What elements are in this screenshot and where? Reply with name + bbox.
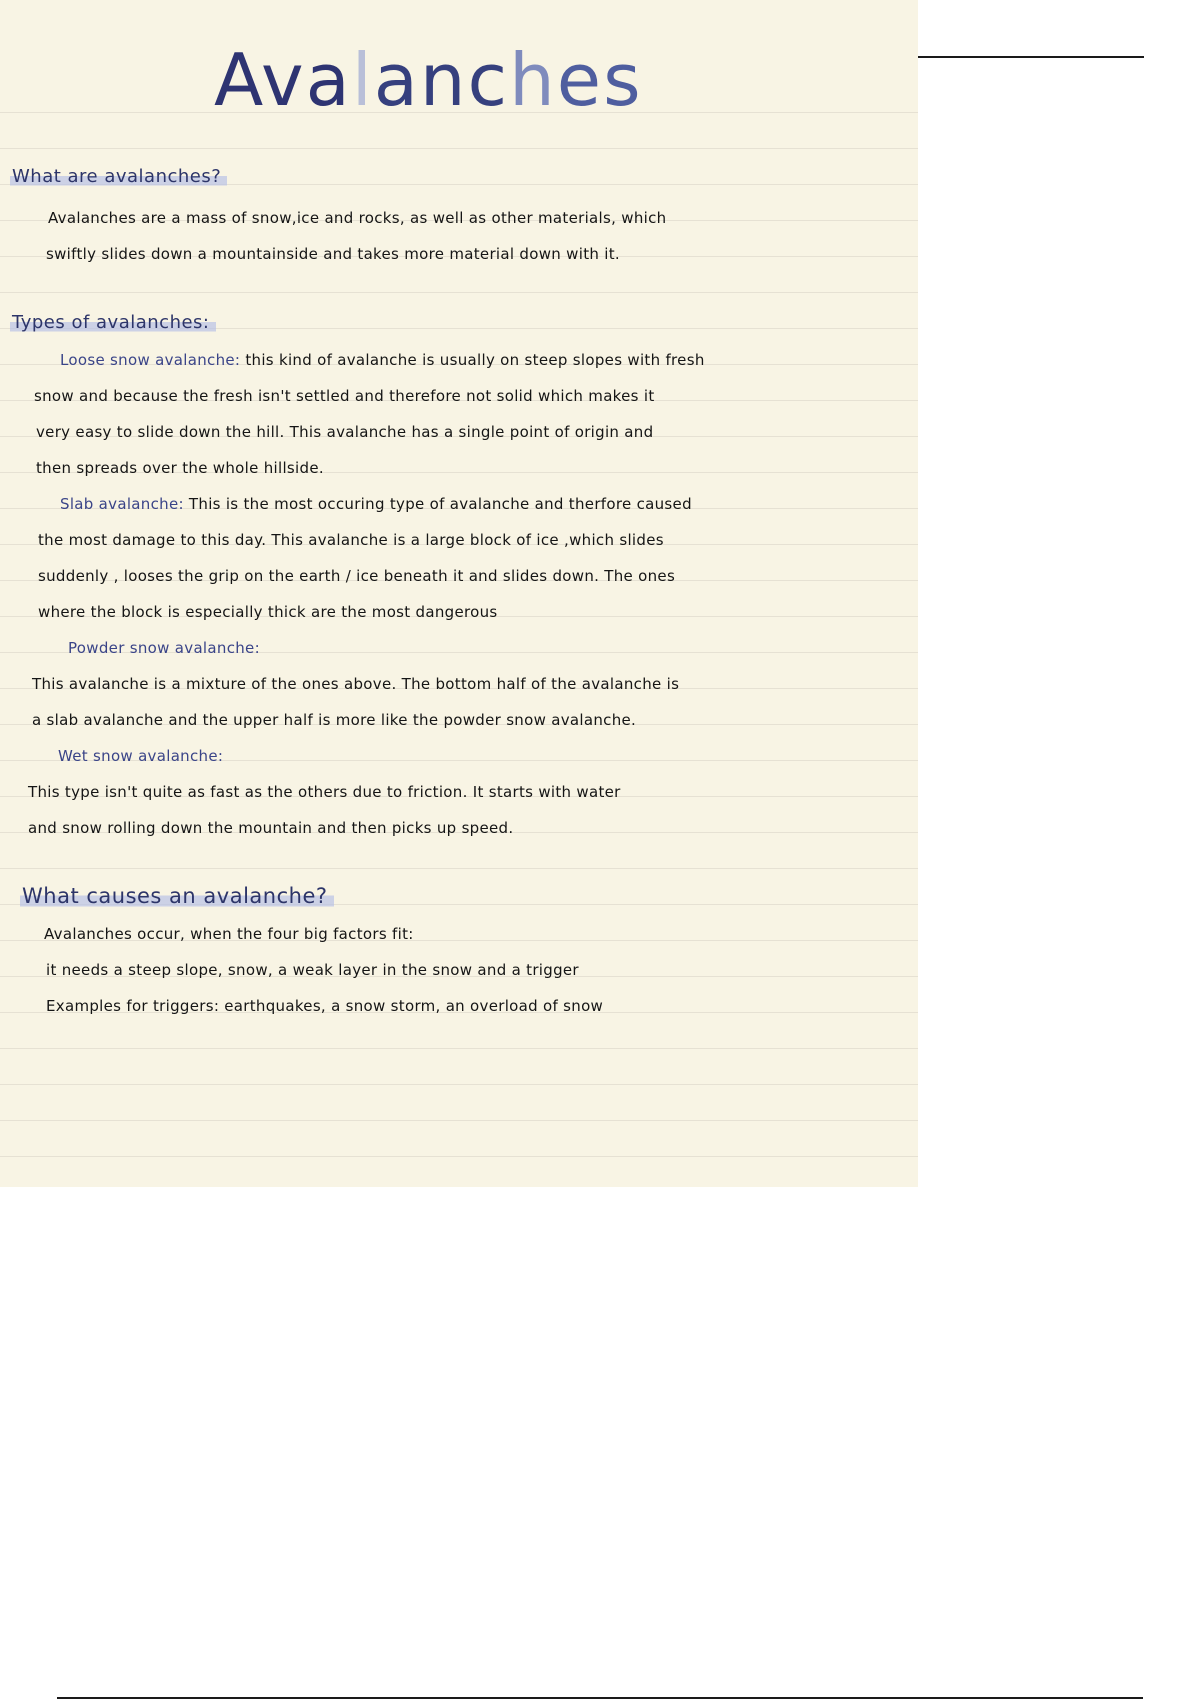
section-heading-causes: What causes an avalanche? xyxy=(20,884,334,908)
body-line: snow and because the fresh isn't settled and therefore not solid which makes it xyxy=(34,387,655,405)
divider-line xyxy=(918,56,1144,58)
section-heading-types: Types of avalanches: xyxy=(10,312,216,333)
title-part: anc xyxy=(373,38,510,122)
body-line: where the block is especially thick are the most dangerous xyxy=(38,603,498,621)
ruled-line xyxy=(0,1084,918,1085)
ruled-line xyxy=(0,1156,918,1157)
body-line: a slab avalanche and the upper half is more like the powder snow avalanche. xyxy=(32,711,637,729)
paragraph-slab xyxy=(60,494,692,514)
body-line: This avalanche is a mixture of the ones above. The bottom half of the avalanche is xyxy=(32,675,680,693)
subheading-wet-snow-avalanche: Wet snow avalanche: xyxy=(58,747,224,765)
body-line: the most damage to this day. This avalanche is a large block of ice ,which slides xyxy=(38,531,664,549)
body-line: Avalanches occur, when the four big factors fit: xyxy=(44,925,414,943)
ruled-line xyxy=(0,292,918,293)
page-title xyxy=(214,38,643,122)
section-heading-what-are: What are avalanches? xyxy=(10,166,227,187)
body-line: and snow rolling down the mountain and then picks up speed. xyxy=(28,819,514,837)
subheading-slab-avalanche: Slab avalanche: xyxy=(60,495,184,513)
body-line: This type isn't quite as fast as the others due to friction. It starts with water xyxy=(28,783,621,801)
body-line: swiftly slides down a mountainside and takes more material down with it. xyxy=(46,245,620,263)
title-part: h xyxy=(509,38,557,122)
body-text: this kind of avalanche is usually on steep slopes with fresh xyxy=(245,351,705,369)
title-part: Ava xyxy=(214,38,352,122)
body-text: This is the most occuring type of avalanche and therfore caused xyxy=(188,495,692,513)
ruled-line xyxy=(0,1048,918,1049)
paragraph-loose-snow xyxy=(60,350,705,370)
ruled-line xyxy=(0,148,918,149)
title-part: l xyxy=(351,38,374,122)
divider-line xyxy=(57,1697,1143,1699)
body-line: then spreads over the whole hillside. xyxy=(36,459,324,477)
ruled-line xyxy=(0,868,918,869)
title-part: es xyxy=(556,38,643,122)
subheading-powder-snow-avalanche: Powder snow avalanche: xyxy=(68,639,260,657)
body-line: suddenly , looses the grip on the earth / ice beneath it and slides down. The ones xyxy=(38,567,676,585)
body-line: it needs a steep slope, snow, a weak layer in the snow and a trigger xyxy=(46,961,579,979)
body-line: very easy to slide down the hill. This avalanche has a single point of origin and xyxy=(36,423,654,441)
body-line: Avalanches are a mass of snow,ice and rocks, as well as other materials, which xyxy=(48,209,667,227)
ruled-line xyxy=(0,1120,918,1121)
body-line: Examples for triggers: earthquakes, a snow storm, an overload of snow xyxy=(46,997,604,1015)
subheading-loose-snow-avalanche: Loose snow avalanche: xyxy=(60,351,241,369)
